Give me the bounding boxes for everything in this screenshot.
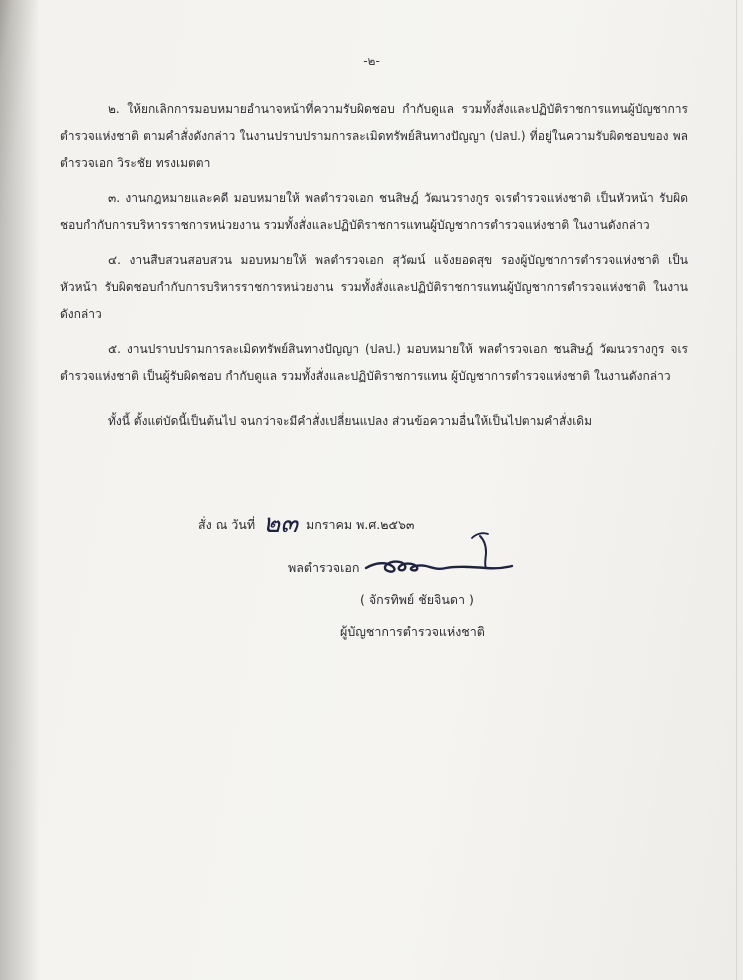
date-day-handwritten: ๒๓	[263, 509, 299, 539]
page-fold-line	[736, 0, 737, 980]
paragraph-3: ๓. งานกฎหมายและคดี มอบหมายให้ พลตำรวจเอก ชนสิษฎ์ วัฒนวรางกูร จเรตำรวจแห่งชาติ เป็นหัวหน้า รับผิดชอบกำกับการบริหารราชการหน่วยงาน รวมทั้งสั่งและปฏิบัติราชการแทนผู้บัญชาการตำรวจแห่งชาติ ในงานดังกล่าว	[60, 191, 688, 232]
document-body	[60, 96, 688, 443]
date-month-year: มกราคม พ.ศ.๒๕๖๓	[306, 517, 415, 532]
paragraph-5: ๕. งานปราบปรามการละเมิดทรัพย์สินทางปัญญา (ปลป.) มอบหมายให้ พลตำรวจเอก ชนสิษฎ์ วัฒนวรางกูร จเรตำรวจแห่งชาติ เป็นผู้รับผิดชอบ กำกับดูแล รวมทั้งสั่งและปฏิบัติราชการแทน ผู้บัญชาการตำรวจแห่งชาติ ในงานดังกล่าว	[60, 342, 688, 383]
paragraph-2: ๒. ให้ยกเลิกการมอบหมายอำนาจหน้าที่ความรับผิดชอบ กำกับดูแล รวมทั้งสั่งและปฏิบัติราชการแทนผู้บัญชาการตำรวจแห่งชาติ ตามคำสั่งดังกล่าว ในงานปราบปรามการละเมิดทรัพย์สินทางปัญญา (ปลป.) ที่อยู่ในความรับผิดชอบของ พลตำรวจเอก วิระชัย ทรงเมตตา	[60, 102, 688, 170]
paragraph-4: ๔. งานสืบสวนสอบสวน มอบหมายให้ พลตำรวจเอก สุวัฒน์ แจ้งยอดสุข รองผู้บัญชาการตำรวจแห่งชาติ เป็นหัวหน้า รับผิดชอบกำกับการบริหารราชการหน่วยงาน รวมทั้งสั่งและปฏิบัติราชการแทนผู้บัญชาการตำรวจแห่งชาติ ในงานดังกล่าว	[60, 253, 688, 321]
signatory-position: ผู้บัญชาการตำรวจแห่งชาติ	[340, 624, 485, 639]
page-number: -๒-	[363, 54, 380, 68]
page-edge-shadow	[0, 0, 40, 980]
signatory-rank: พลตำรวจเอก	[288, 560, 360, 575]
handwritten-signature	[362, 528, 522, 584]
signatory-name: ( จักรทิพย์ ชัยจินดา )	[360, 592, 474, 607]
closing-paragraph: ทั้งนี้ ตั้งแต่บัดนี้เป็นต้นไป จนกว่าจะมีคำสั่งเปลี่ยนแปลง ส่วนข้อความอื่นให้เป็นไปตามคำสั่งเดิม	[108, 414, 593, 428]
date-prefix: สั่ง ณ วันที่	[198, 517, 256, 532]
